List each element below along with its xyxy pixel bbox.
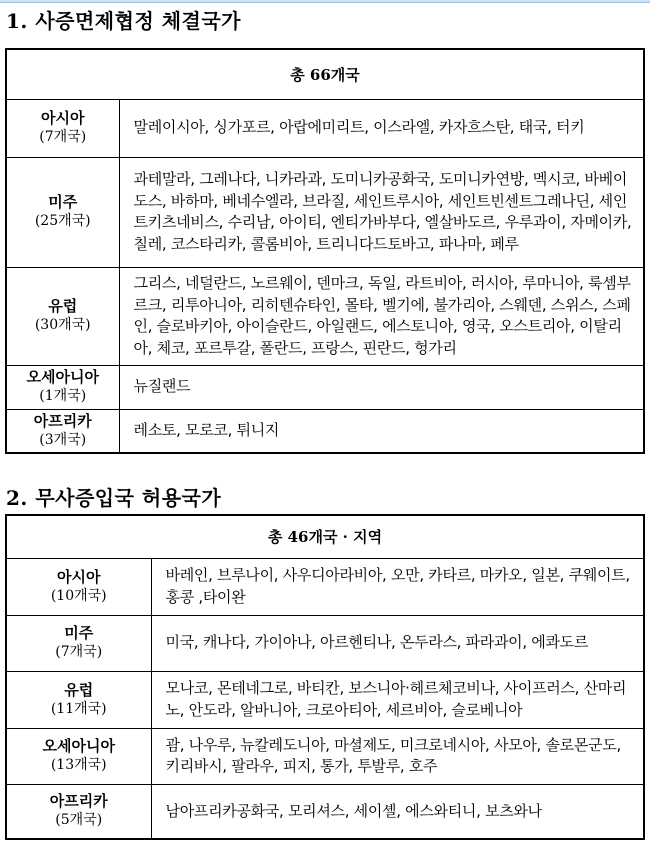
table-row: [6, 157, 644, 267]
region-cell: [6, 671, 151, 728]
region-cell: [6, 157, 119, 267]
country-list: 모나코, 몬테네그로, 바티칸, 보스니아·헤르체코비나, 사이프러스, 산마리노, 안도라, 알바니아, 크로아티아, 세르비아, 슬로베니아: [151, 671, 644, 728]
table-row: [6, 784, 644, 839]
total-row: [6, 49, 644, 99]
region-name: 오세아니아: [26, 368, 99, 386]
region-name: 미주: [48, 193, 78, 211]
region-count: (5개국): [55, 812, 103, 829]
region-cell: [6, 615, 151, 671]
region-count: (10개국): [50, 587, 107, 604]
section2-title: 2. 무사증입국 허용국가: [6, 486, 222, 510]
region-count: (1개국): [39, 388, 87, 404]
table-row: [6, 99, 644, 157]
region-name: 유럽: [48, 297, 78, 315]
region-count: (30개국): [34, 317, 91, 333]
region-cell: [6, 728, 151, 784]
country-list: 남아프리카공화국, 모리셔스, 세이셸, 에스와티니, 보츠와나: [151, 784, 644, 839]
region-name: 아프리카: [49, 792, 108, 811]
table-row: [6, 558, 644, 615]
region-name: 오세아니아: [42, 737, 115, 755]
country-list: 과테말라, 그레나다, 니카라과, 도미니카공화국, 도미니카연방, 멕시코, 바베이도스, 바하마, 베네수엘라, 브라질, 세인트루시아, 세인트빈센트그레나딘, 세인트키츠네비스, 수리남, 아이티, 엔티가바부다, 엘살바도르, 우루과이, 자메이카, 칠레, 코스타리카, 콜롬비아, 트리니다드토바고, 파나마, 페루: [119, 157, 644, 267]
region-cell: [6, 784, 151, 839]
table-row: [6, 728, 644, 784]
region-name: 아프리카: [33, 411, 92, 430]
region-count: (25개국): [34, 213, 91, 229]
table-row: [6, 615, 644, 671]
country-list: 바레인, 브루나이, 사우디아라비아, 오만, 카타르, 마카오, 일본, 쿠웨이트, 홍콩 ,타이완: [151, 558, 644, 615]
table-row: [6, 409, 644, 453]
region-cell: [6, 409, 119, 453]
table-row: [6, 671, 644, 728]
region-count: (7개국): [55, 644, 103, 660]
region-name: 유럽: [64, 680, 94, 699]
region-cell: [6, 99, 119, 157]
region-cell: [6, 365, 119, 409]
country-list: 뉴질랜드: [119, 365, 644, 409]
total-row: [6, 515, 644, 558]
visa-free-entry-table: [5, 514, 645, 840]
region-name: 아시아: [41, 109, 85, 127]
region-count: (13개국): [50, 757, 107, 773]
country-list: 말레이시아, 싱가포르, 아랍에미리트, 이스라엘, 카자흐스탄, 태국, 터키: [119, 99, 644, 157]
country-list: 미국, 캐나다, 가이아나, 아르헨티나, 온두라스, 파라과이, 에콰도르: [151, 615, 644, 671]
visa-waiver-agreement-table: [5, 48, 645, 454]
region-count: (11개국): [50, 700, 107, 717]
total-count: 총 66개국: [6, 49, 644, 99]
country-list: 그리스, 네덜란드, 노르웨이, 덴마크, 독일, 라트비아, 러시아, 루마니아, 룩셈부르크, 리투아니아, 리히텐슈타인, 몰타, 벨기에, 불가리아, 스웨덴, 스위스, 스페인, 슬로바키아, 아이슬란드, 아일랜드, 에스토니아, 영국, 오스트리아, 이탈리아, 체코, 포르투갈, 폴란드, 프랑스, 핀란드, 헝가리: [119, 267, 644, 365]
table-row: [6, 365, 644, 409]
region-name: 미주: [64, 624, 94, 642]
country-list: 괌, 나우루, 뉴칼레도니아, 마셜제도, 미크로네시아, 사모아, 솔로몬군도, 키리바시, 팔라우, 피지, 통가, 투발루, 호주: [151, 728, 644, 784]
section1-title: 1. 사증면제협정 체결국가: [6, 9, 242, 33]
region-cell: [6, 558, 151, 615]
region-cell: [6, 267, 119, 365]
table-row: [6, 267, 644, 365]
country-list: 레소토, 모로코, 튀니지: [119, 409, 644, 453]
region-name: 아시아: [57, 567, 101, 586]
region-count: (3개국): [39, 431, 87, 448]
region-count: (7개국): [39, 129, 87, 145]
total-count: 총 46개국 · 지역: [6, 515, 644, 558]
top-grid-strip: [0, 0, 650, 3]
